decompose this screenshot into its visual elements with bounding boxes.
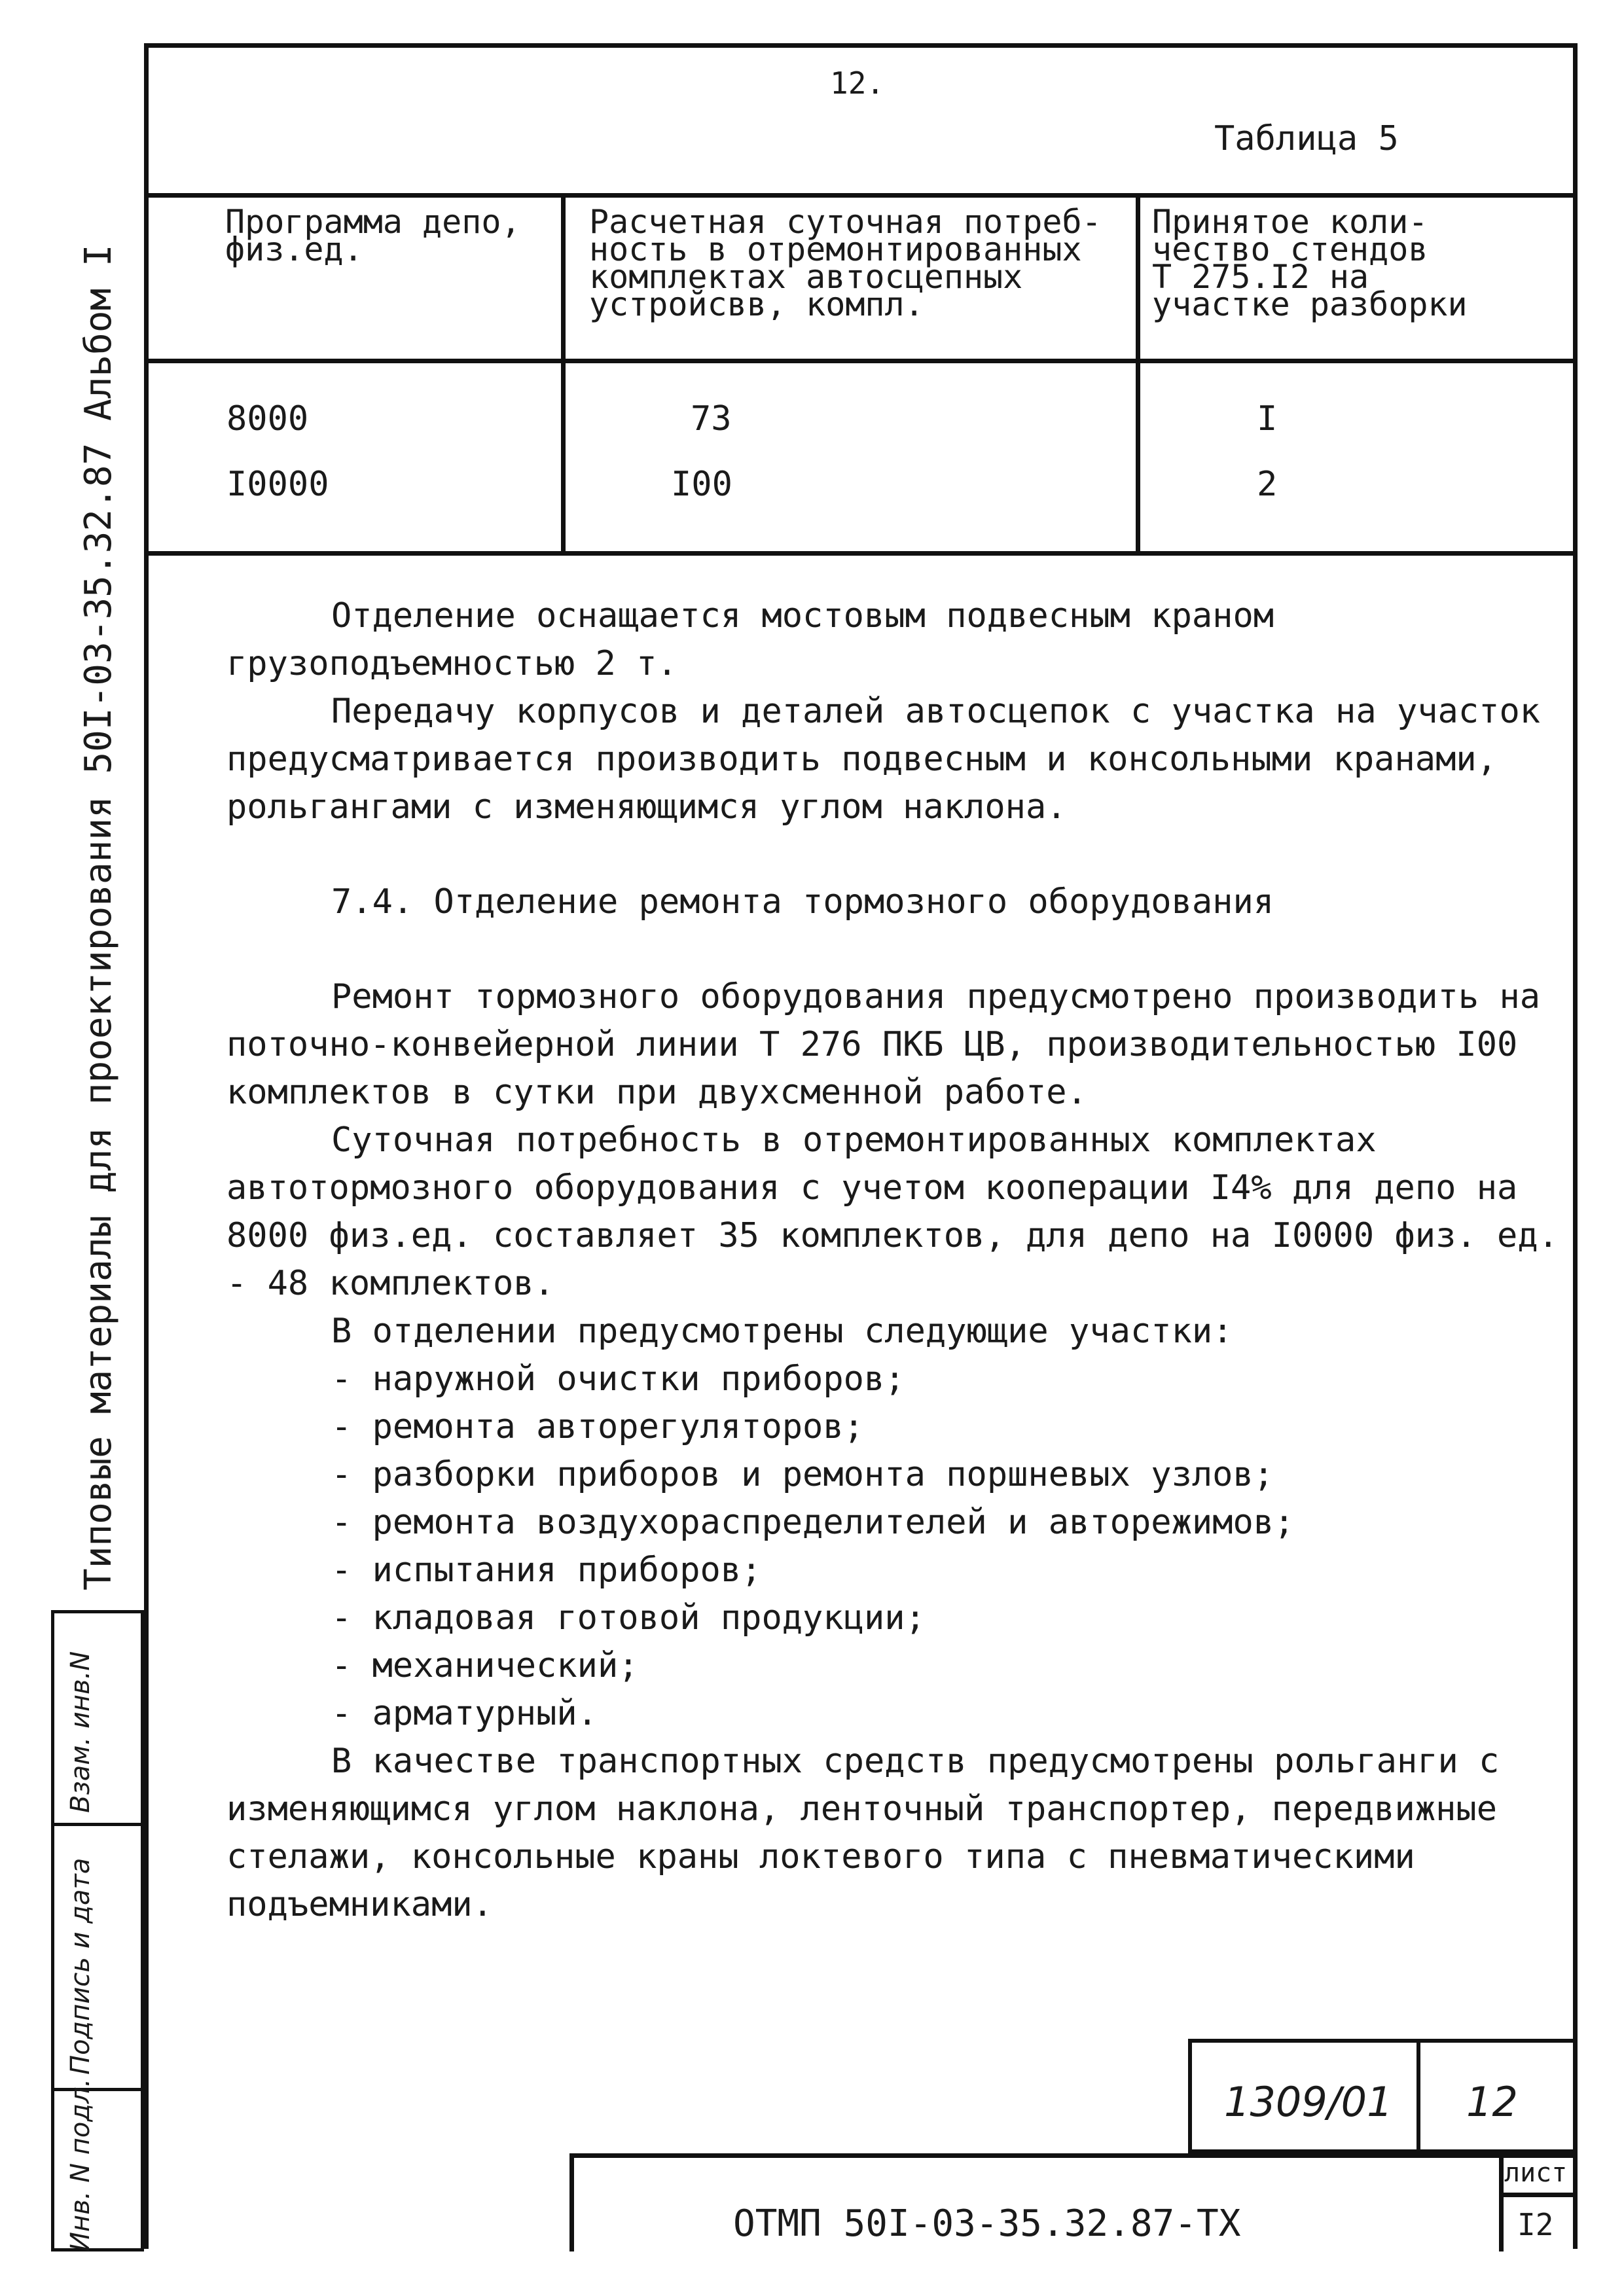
list-item: - механический;	[331, 1646, 639, 1685]
table-cell-program-2: I0000	[226, 465, 329, 504]
section-heading: 7.4. Отделение ремонта тормозного оборудования	[331, 882, 1274, 922]
stamp-sheet-rule	[1499, 2193, 1578, 2197]
stamp-top-rule	[569, 2153, 1578, 2158]
document-designation: ОТМП 50I-03-35.32.87-ТХ	[733, 2202, 1241, 2245]
list-item: - ремонта воздухораспределителей и авторежимов;	[331, 1503, 1295, 1542]
paragraph: В отделении предусмотрены следующие участки:	[331, 1312, 1233, 1351]
paragraph: Передачу корпусов и деталей автосцепок с участка на участок предусматривается производить подвесным и консольными кранами, рольгангами с изменяющимся углом наклона.	[226, 692, 1541, 827]
table-cell-demand-1: 73	[691, 399, 732, 439]
list-item: - ремонта авторегуляторов;	[331, 1407, 864, 1446]
margin-title: Типовые материалы для проектирования 50I-03-35.32.87 Альбом I	[77, 244, 120, 1590]
stamp-sheet-divider	[1499, 2153, 1504, 2251]
margin-label-replace: Взам. инв.N	[65, 1651, 96, 1813]
margin-label-signature: Подпись и дата	[65, 1857, 96, 2075]
table-header-stands: Принятое коли- чество стендов Т 275.I2 на участке разборки	[1152, 203, 1468, 323]
table-header-program: Программа депо, физ.ед.	[225, 203, 521, 268]
handwritten-sheet: 12	[1466, 2078, 1518, 2126]
body-text	[226, 592, 1562, 1929]
table-cell-stands-2: 2	[1257, 465, 1278, 504]
list-item: - арматурный.	[331, 1694, 598, 1733]
paragraph: Суточная потребность в отремонтированных комплектах автотормозного оборудования с учетом кооперации I4% для депо на 8000 физ.ед. составляет 35 комплектов, для депо на I0000 физ. ед. - 48 комплектов.	[226, 1121, 1559, 1303]
table-header-demand: Расчетная суточная потреб- ность в отремонтированных комплектах автосцепных устройсвв, компл.	[589, 203, 1102, 323]
table-col-divider-2	[1136, 193, 1140, 556]
table-caption: Таблица 5	[1214, 119, 1399, 158]
table-bottom-rule	[144, 551, 1578, 556]
table-top-rule	[144, 193, 1578, 198]
table-cell-demand-2: I00	[671, 465, 732, 504]
list-item: - разборки приборов и ремонта поршневых узлов;	[331, 1455, 1274, 1494]
table-cell-stands-1: I	[1257, 399, 1278, 439]
stamp-left-rule	[569, 2153, 574, 2251]
list-item: - кладовая готовой продукции;	[331, 1598, 926, 1638]
handwritten-number: 1309/01	[1224, 2078, 1393, 2126]
paragraph: Ремонт тормозного оборудования предусмотрено производить на поточно-конвейерной линии Т 276 ПКБ ЦВ, производительностью I00 комплектов в сутки при двухсменной работе.	[226, 977, 1541, 1112]
page-number: 12.	[830, 65, 885, 101]
table-header-rule	[144, 359, 1578, 363]
table-col-divider-1	[561, 193, 566, 556]
paragraph: В качестве транспортных средств предусмотрены рольганги с изменяющимся углом наклона, ленточный транспортер, передвижные стелажи, консольные краны локтевого типа с пневматическими подъемниками.	[226, 1742, 1500, 1924]
sheet-label: лист	[1504, 2158, 1568, 2188]
list-item: - наружной очистки приборов;	[331, 1359, 905, 1399]
margin-label-inventory: Инв. N подл.	[65, 2078, 96, 2251]
table-cell-program-1: 8000	[226, 399, 309, 439]
sheet-value: I2	[1517, 2207, 1554, 2242]
list-item: - испытания приборов;	[331, 1551, 762, 1590]
paragraph: Отделение оснащается мостовым подвесным краном грузоподъемностью 2 т.	[226, 596, 1274, 683]
